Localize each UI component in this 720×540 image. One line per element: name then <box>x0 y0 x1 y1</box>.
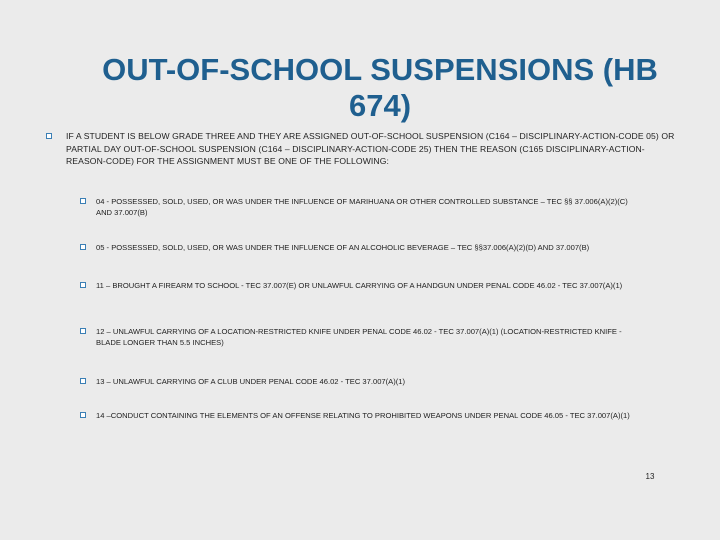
list-item <box>96 242 636 253</box>
list-item-text: 11 – BROUGHT A FIREARM TO SCHOOL - TEC 37.007(E) OR UNLAWFUL CARRYING OF A HANDGUN UNDER PENAL CODE 46.02 - TEC 37.007(A)(1) <box>96 281 623 290</box>
checkbox-bullet-icon <box>80 244 86 250</box>
checkbox-bullet-icon <box>80 378 86 384</box>
list-item-text: 05 - POSSESSED, SOLD, USED, OR WAS UNDER THE INFLUENCE OF AN ALCOHOLIC BEVERAGE – TEC §§37.006(A)(2)(D) AND 37.007(B) <box>96 243 590 252</box>
list-item <box>96 196 636 218</box>
list-item <box>96 410 636 421</box>
slide-title: OUT-OF-SCHOOL SUSPENSIONS (HB 674) <box>102 52 658 123</box>
checkbox-bullet-icon <box>80 282 86 288</box>
page-number: 13 <box>645 472 655 481</box>
list-item <box>96 280 636 291</box>
checkbox-bullet-icon <box>80 412 86 418</box>
intro-paragraph: IF A STUDENT IS BELOW GRADE THREE AND THEY ARE ASSIGNED OUT-OF-SCHOOL SUSPENSION (C164 – DISCIPLINARY-ACTION-CODE 05) OR PARTIAL DAY OUT-OF-SCHOOL SUSPENSION (C164 – DISCIPLINARY-ACTION-CODE 25) THEN THE REASON (C165 DISCIPLINARY-ACTION-REASON-CODE) FOR THE ASSIGNMENT MUST BE ONE OF THE FOLLOWING: <box>66 131 675 166</box>
list-item <box>96 376 636 387</box>
list-item <box>96 326 636 348</box>
list-item-text: 12 – UNLAWFUL CARRYING OF A LOCATION-RESTRICTED KNIFE UNDER PENAL CODE 46.02 - TEC 37.007(A)(1) (LOCATION-RESTRICTED KNIFE - BLADE LONGER THAN 5.5 INCHES) <box>96 327 622 347</box>
list-item-text: 13 – UNLAWFUL CARRYING OF A CLUB UNDER PENAL CODE 46.02 - TEC 37.007(A)(1) <box>96 377 406 386</box>
checkbox-bullet-icon <box>46 133 52 139</box>
list-item-text: 14 –CONDUCT CONTAINING THE ELEMENTS OF AN OFFENSE RELATING TO PROHIBITED WEAPONS UNDER PENAL CODE 46.05 - TEC 37.007(A)(1) <box>96 411 630 420</box>
checkbox-bullet-icon <box>80 198 86 204</box>
list-item-text: 04 - POSSESSED, SOLD, USED, OR WAS UNDER THE INFLUENCE OF MARIHUANA OR OTHER CONTROLLED SUBSTANCE – TEC §§ 37.006(A)(2)(C) AND 37.007(B) <box>96 197 628 217</box>
checkbox-bullet-icon <box>80 328 86 334</box>
